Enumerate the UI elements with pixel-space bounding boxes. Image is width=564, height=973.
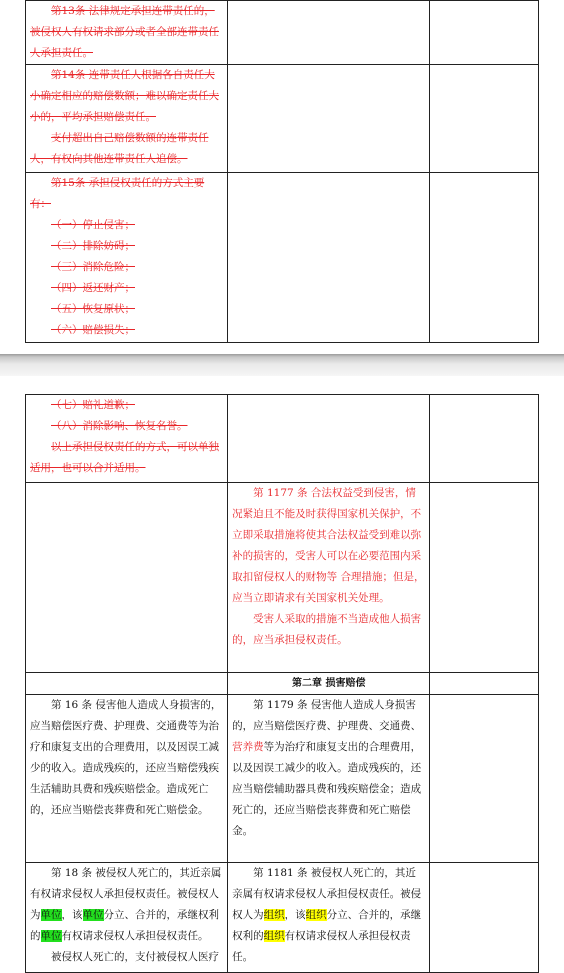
table-row xyxy=(26,483,539,673)
highlight-organization: 组织 xyxy=(305,909,327,921)
article-1181-part: 第 1181 条 被侵权人死亡的，其近亲属有权请求侵权人承担侵权责任。被侵权人为 xyxy=(232,867,422,921)
table-row xyxy=(26,173,539,343)
article-14-deleted: 第14条 连带责任人根据各自责任大小确定相应的赔偿数额；难以确定责任大小的，平均承担赔偿责任。 xyxy=(30,69,219,123)
document-page-1 xyxy=(0,0,564,354)
article-1179-text xyxy=(232,695,425,842)
article-18-part: 第 18 条 被侵权人死亡的，其近亲属有权请求侵权人承担侵权责任。被侵权人为 xyxy=(30,867,222,921)
list-item: （八）消除影响、恢复名誉。 xyxy=(51,420,188,432)
new-law-cell xyxy=(228,395,430,483)
new-law-cell xyxy=(228,695,430,863)
old-law-cell xyxy=(26,395,228,483)
new-law-cell xyxy=(228,1,430,65)
old-law-cell xyxy=(26,695,228,863)
new-law-cell xyxy=(228,673,430,695)
new-law-cell xyxy=(228,173,430,343)
highlight-unit: 单位 xyxy=(82,909,104,921)
list-item: （二）排除妨碍； xyxy=(51,240,135,252)
note-cell xyxy=(430,173,539,343)
article-1179-part-a: 第 1179 条 侵害他人造成人身损害的，应当赔偿医疗费、护理费、交通费、 xyxy=(232,699,422,732)
comparison-table-page-1 xyxy=(25,0,539,343)
list-item: （六）赔偿损失； xyxy=(51,324,135,336)
article-14-deleted-para2: 支付超出自己赔偿数额的连带责任人，有权向其他连带责任人追偿。 xyxy=(30,132,209,165)
chapter-title: 第二章 损害赔偿 xyxy=(291,678,366,689)
note-cell xyxy=(430,483,539,673)
article-1179-part-b: 等为治疗和康复支出的合理费用，以及因误工减少的收入。造成残疾的，还应当赔偿辅助器具费和残疾赔偿金；造成死亡的，还应当赔偿丧葬费和死亡赔偿金。 xyxy=(232,741,422,837)
old-law-cell xyxy=(26,673,228,695)
note-cell xyxy=(430,863,539,973)
article-1179-added-term: 营养费 xyxy=(232,741,264,753)
new-law-cell xyxy=(228,483,430,673)
table-row xyxy=(26,673,539,695)
document-page-2 xyxy=(0,376,564,963)
new-law-cell xyxy=(228,863,430,973)
article-1181-part: 有权请求侵权人承担侵权责任。 xyxy=(232,930,411,963)
article-18-para2: 被侵权人死亡的，支付被侵权人医疗 xyxy=(51,951,219,963)
article-16-text: 第 16 条 侵害他人造成人身损害的，应当赔偿医疗费、护理费、交通费等为治疗和康复支出的合理费用，以及因误工减少的收入。造成残疾的，还应当赔偿残疾生活辅助具费和残疾赔偿金。造成死亡的，还应当赔偿丧葬费和死亡赔偿金。 xyxy=(30,699,222,816)
old-law-cell xyxy=(26,65,228,173)
article-1181-part: 分立、合并的，承继权利的 xyxy=(232,909,422,942)
table-row xyxy=(26,695,539,863)
page-separator xyxy=(0,354,564,376)
table-row xyxy=(26,863,539,973)
article-18-part: 分立、合并的，承继权利的 xyxy=(30,909,219,942)
article-15-deleted: 第15条 承担侵权责任的方式主要有： xyxy=(30,177,205,210)
highlight-unit: 单位 xyxy=(40,930,62,942)
article-1177-para2: 受害人采取的措施不当造成他人损害的，应当承担侵权责任。 xyxy=(232,613,422,646)
new-law-cell xyxy=(228,65,430,173)
article-18-text xyxy=(30,863,223,947)
list-item: （四）返还财产； xyxy=(51,282,135,294)
article-15-deleted-tail: 以上承担侵权责任的方式，可以单独适用，也可以合并适用。 xyxy=(30,441,219,474)
table-row xyxy=(26,1,539,65)
article-1177-text: 第 1177 条 合法权益受到侵害，情况紧迫且不能及时获得国家机关保护，不立即采取措施将使其合法权益受到难以弥补的损害的，受害人可以在必要范围内采取扣留侵权人的财物等 合理措施；但是，应当立即请求有关国家机关处理。 xyxy=(232,487,425,604)
article-18-part: ，该 xyxy=(61,909,83,921)
list-item: （一）停止侵害； xyxy=(51,219,135,231)
note-cell xyxy=(430,695,539,863)
list-item: （七）赔礼道歉； xyxy=(51,399,135,411)
article-18-part: 有权请求侵权人承担侵权责任。 xyxy=(61,930,209,942)
article-13-deleted: 第13条 法律规定承担连带责任的，被侵权人有权请求部分或者全部连带责任人承担责任。 xyxy=(30,5,219,59)
note-cell xyxy=(430,673,539,695)
table-row xyxy=(26,395,539,483)
highlight-organization: 组织 xyxy=(263,930,285,942)
old-law-cell xyxy=(26,863,228,973)
comparison-table-page-2 xyxy=(25,394,539,973)
list-item: （五）恢复原状； xyxy=(51,303,135,315)
list-item: （三）消除危险； xyxy=(51,261,135,273)
article-1181-part: ，该 xyxy=(284,909,306,921)
highlight-organization: 组织 xyxy=(263,909,285,921)
note-cell xyxy=(430,65,539,173)
table-row xyxy=(26,65,539,173)
old-law-cell xyxy=(26,1,228,65)
old-law-cell xyxy=(26,483,228,673)
highlight-unit: 单位 xyxy=(40,909,62,921)
article-1181-text xyxy=(232,863,425,968)
note-cell xyxy=(430,1,539,65)
old-law-cell xyxy=(26,173,228,343)
note-cell xyxy=(430,395,539,483)
